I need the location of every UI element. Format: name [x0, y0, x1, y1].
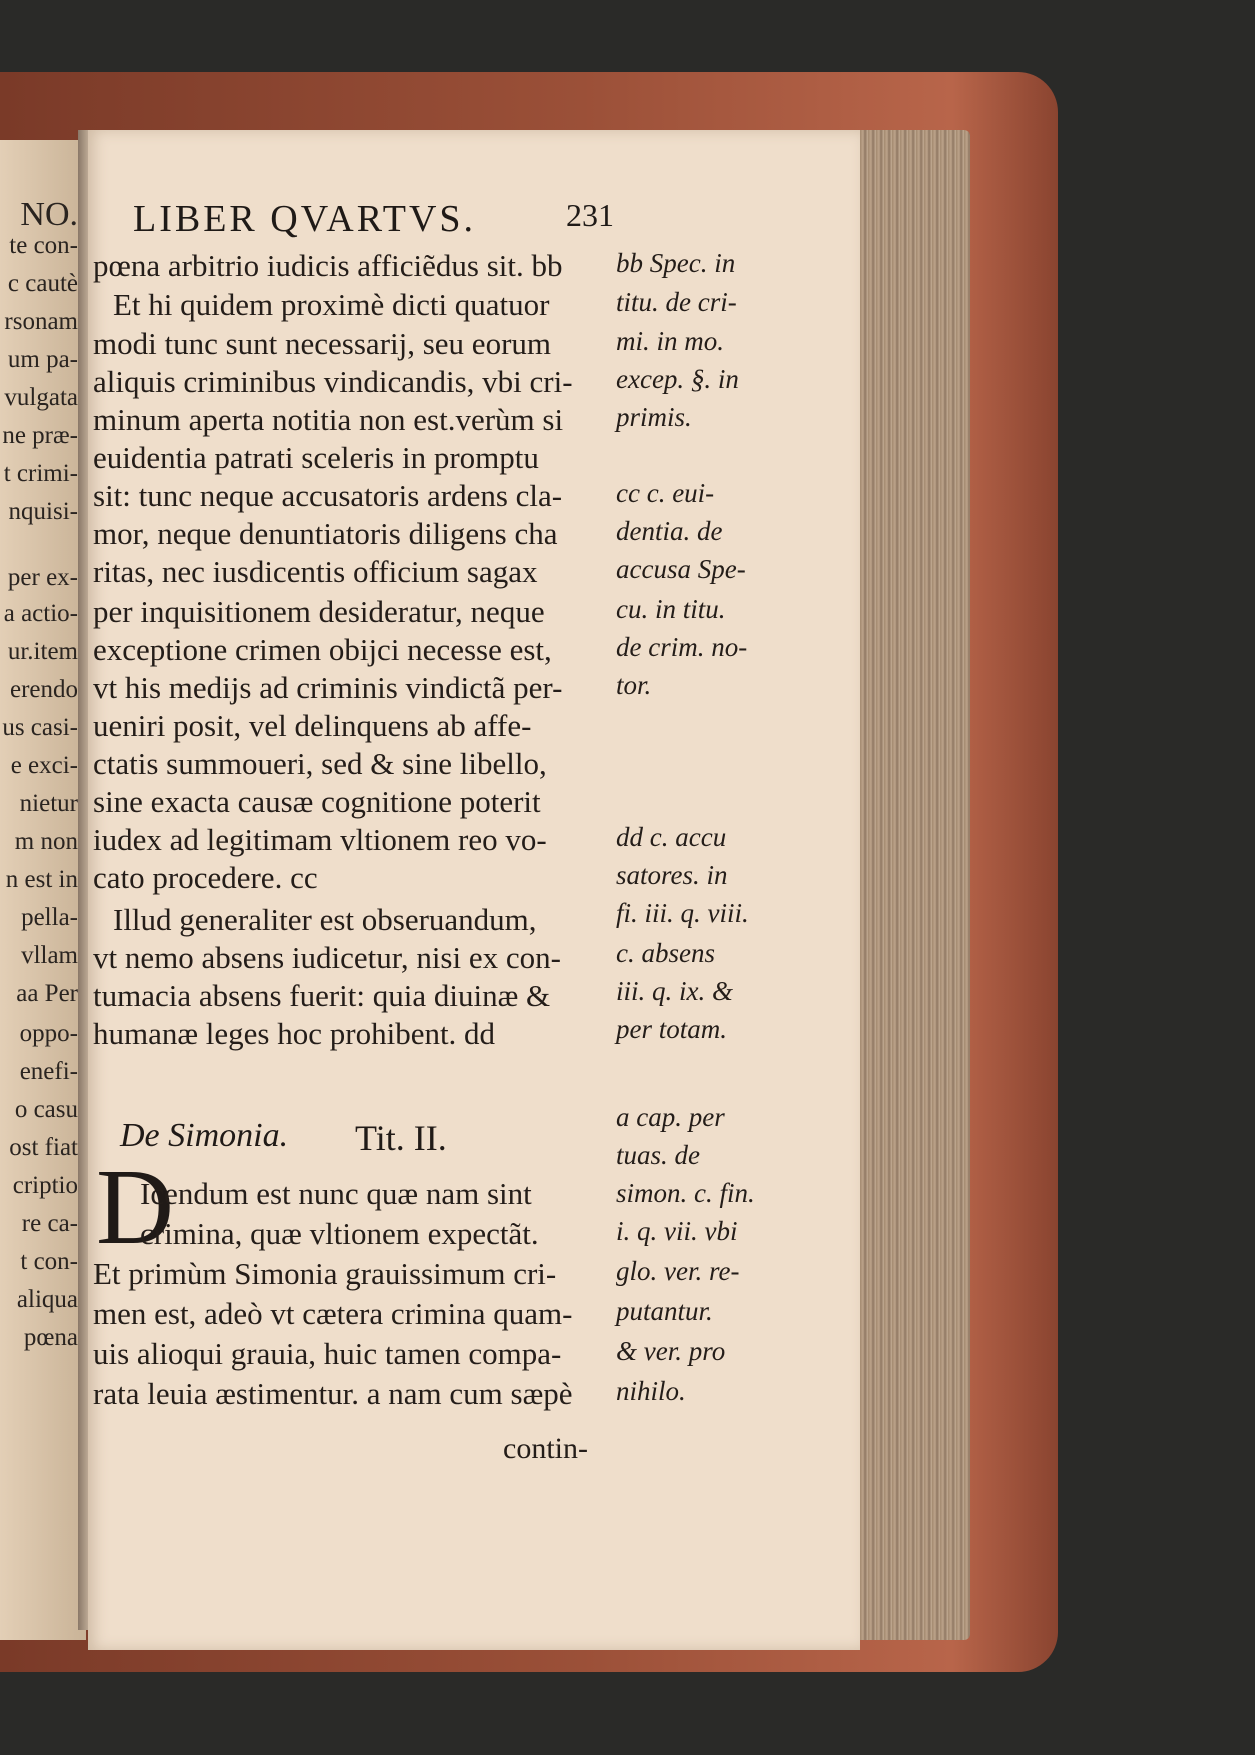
margin-note: satores. in — [616, 860, 728, 890]
section-title-number: Tit. II. — [355, 1118, 447, 1158]
left-page-line: ur.item — [7, 638, 78, 665]
catchword: contin- — [503, 1432, 588, 1465]
margin-note: simon. c. fin. — [616, 1178, 755, 1208]
body-line: ueniri posit, vel delinquens ab affe- — [93, 708, 532, 743]
running-header: LIBER QVARTVS. — [133, 198, 477, 240]
left-page-line: aliqua — [16, 1286, 78, 1313]
body-line: Illud generaliter est obseruandum, — [113, 902, 537, 937]
body-line: vt nemo absens iudicetur, nisi ex con- — [93, 940, 561, 975]
body-line: sit: tunc neque accusatoris ardens cla- — [93, 478, 563, 513]
left-page-line: t crimi- — [3, 460, 78, 487]
margin-note: glo. ver. re- — [616, 1256, 740, 1286]
left-page-line: c cautè — [7, 270, 78, 297]
left-page-line: per ex- — [7, 564, 78, 591]
margin-note: putantur. — [616, 1296, 713, 1326]
section-line: crimina, quæ vltionem expectãt. — [140, 1216, 539, 1251]
body-line: exceptione crimen obijci necesse est, — [93, 632, 552, 667]
section-line: men est, adeò vt cætera crimina quam- — [93, 1296, 573, 1331]
left-page-line: m non — [14, 828, 78, 855]
body-line: Et hi quidem proximè dicti quatuor — [113, 287, 550, 322]
margin-note: cc c. eui- — [616, 478, 715, 508]
left-page-line: nietur — [19, 790, 78, 817]
left-page-line: pella- — [21, 904, 78, 931]
margin-note: iii. q. ix. & — [616, 976, 733, 1006]
body-line: minum aperta notitia non est.verùm si — [93, 402, 564, 437]
body-line: sine exacta causæ cognitione poterit — [93, 784, 541, 819]
left-page-line: ne præ- — [2, 422, 78, 449]
body-line: euidentia patrati sceleris in promptu — [93, 440, 539, 475]
margin-note: a cap. per — [616, 1102, 725, 1132]
margin-note: nihilo. — [616, 1376, 686, 1406]
margin-note: primis. — [616, 402, 692, 432]
left-page-line: oppo- — [19, 1020, 78, 1047]
body-line: mor, neque denuntiatoris diligens cha — [93, 516, 558, 551]
left-page-line: a actio- — [3, 600, 78, 627]
section-line: Icendum est nunc quæ nam sint — [140, 1176, 532, 1211]
body-line: pœna arbitrio iudicis afficiẽdus sit. bb — [93, 248, 563, 283]
margin-note: tor. — [616, 670, 652, 700]
left-page-line: aa Per — [16, 980, 78, 1007]
section-line: rata leuia æstimentur. a nam cum sæpè — [93, 1376, 573, 1411]
margin-note: tuas. de — [616, 1140, 700, 1170]
margin-note: fi. iii. q. viii. — [616, 898, 749, 928]
margin-note: dentia. de — [616, 516, 723, 546]
left-page-line: erendo — [9, 676, 78, 703]
margin-note: excep. §. in — [616, 364, 739, 394]
left-page-line: n est in — [5, 866, 78, 893]
body-line: modi tunc sunt necessarij, seu eorum — [93, 326, 552, 361]
margin-note: c. absens — [616, 938, 715, 968]
body-line: ritas, nec iusdicentis officium sagax — [93, 554, 538, 589]
body-line: humanæ leges hoc prohibent. dd — [93, 1016, 496, 1051]
left-page-line: re ca- — [21, 1210, 78, 1237]
body-line: iudex ad legitimam vltionem reo vo- — [93, 822, 547, 857]
left-page-line: enefi- — [19, 1058, 78, 1085]
section-line: Et primùm Simonia grauissimum cri- — [93, 1256, 557, 1291]
margin-note: titu. de cri- — [616, 287, 737, 317]
left-page-line: vulgata — [4, 384, 78, 411]
left-page-line: um pa- — [7, 346, 78, 373]
body-line: vt his medijs ad criminis vindictã per- — [93, 670, 563, 705]
margin-note: bb Spec. in — [616, 248, 736, 278]
body-line: aliquis criminibus vindicandis, vbi cri- — [93, 364, 573, 399]
margin-note: per totam. — [616, 1014, 727, 1044]
left-page-line: pœna — [23, 1324, 78, 1351]
margin-note: mi. in mo. — [616, 326, 724, 356]
section-line: uis alioqui grauia, huic tamen compa- — [93, 1336, 562, 1371]
body-line: cato procedere. cc — [93, 860, 318, 895]
left-page-line: o casu — [14, 1096, 78, 1123]
left-page — [0, 140, 86, 1640]
margin-note: & ver. pro — [616, 1336, 726, 1366]
left-page-line: e exci- — [10, 752, 78, 779]
left-page-line: vllam — [21, 942, 78, 969]
body-line: per inquisitionem desideratur, neque — [93, 594, 545, 629]
page-edges — [852, 130, 970, 1640]
body-line: ctatis summoueri, sed & sine libello, — [93, 746, 547, 781]
left-page-line: us casi- — [2, 714, 78, 741]
left-page-line: ost fiat — [9, 1134, 78, 1161]
body-line: tumacia absens fuerit: quia diuinæ & — [93, 978, 551, 1013]
left-page-line: criptio — [12, 1172, 78, 1199]
margin-note: accusa Spe- — [616, 554, 746, 584]
left-page-line: t con- — [20, 1248, 78, 1275]
left-page-line: NO. — [20, 196, 78, 233]
drop-capital: D — [96, 1148, 174, 1267]
page-number: 231 — [566, 197, 614, 233]
margin-note: i. q. vii. vbi — [616, 1216, 738, 1246]
left-page-line: te con- — [9, 232, 78, 259]
margin-note: de crim. no- — [616, 632, 748, 662]
left-page-line: nquisi- — [8, 498, 78, 525]
section-heading: De Simonia. — [120, 1117, 289, 1154]
left-page-line: rsonam — [4, 308, 78, 335]
margin-note: cu. in titu. — [616, 594, 726, 624]
margin-note: dd c. accu — [616, 822, 727, 852]
